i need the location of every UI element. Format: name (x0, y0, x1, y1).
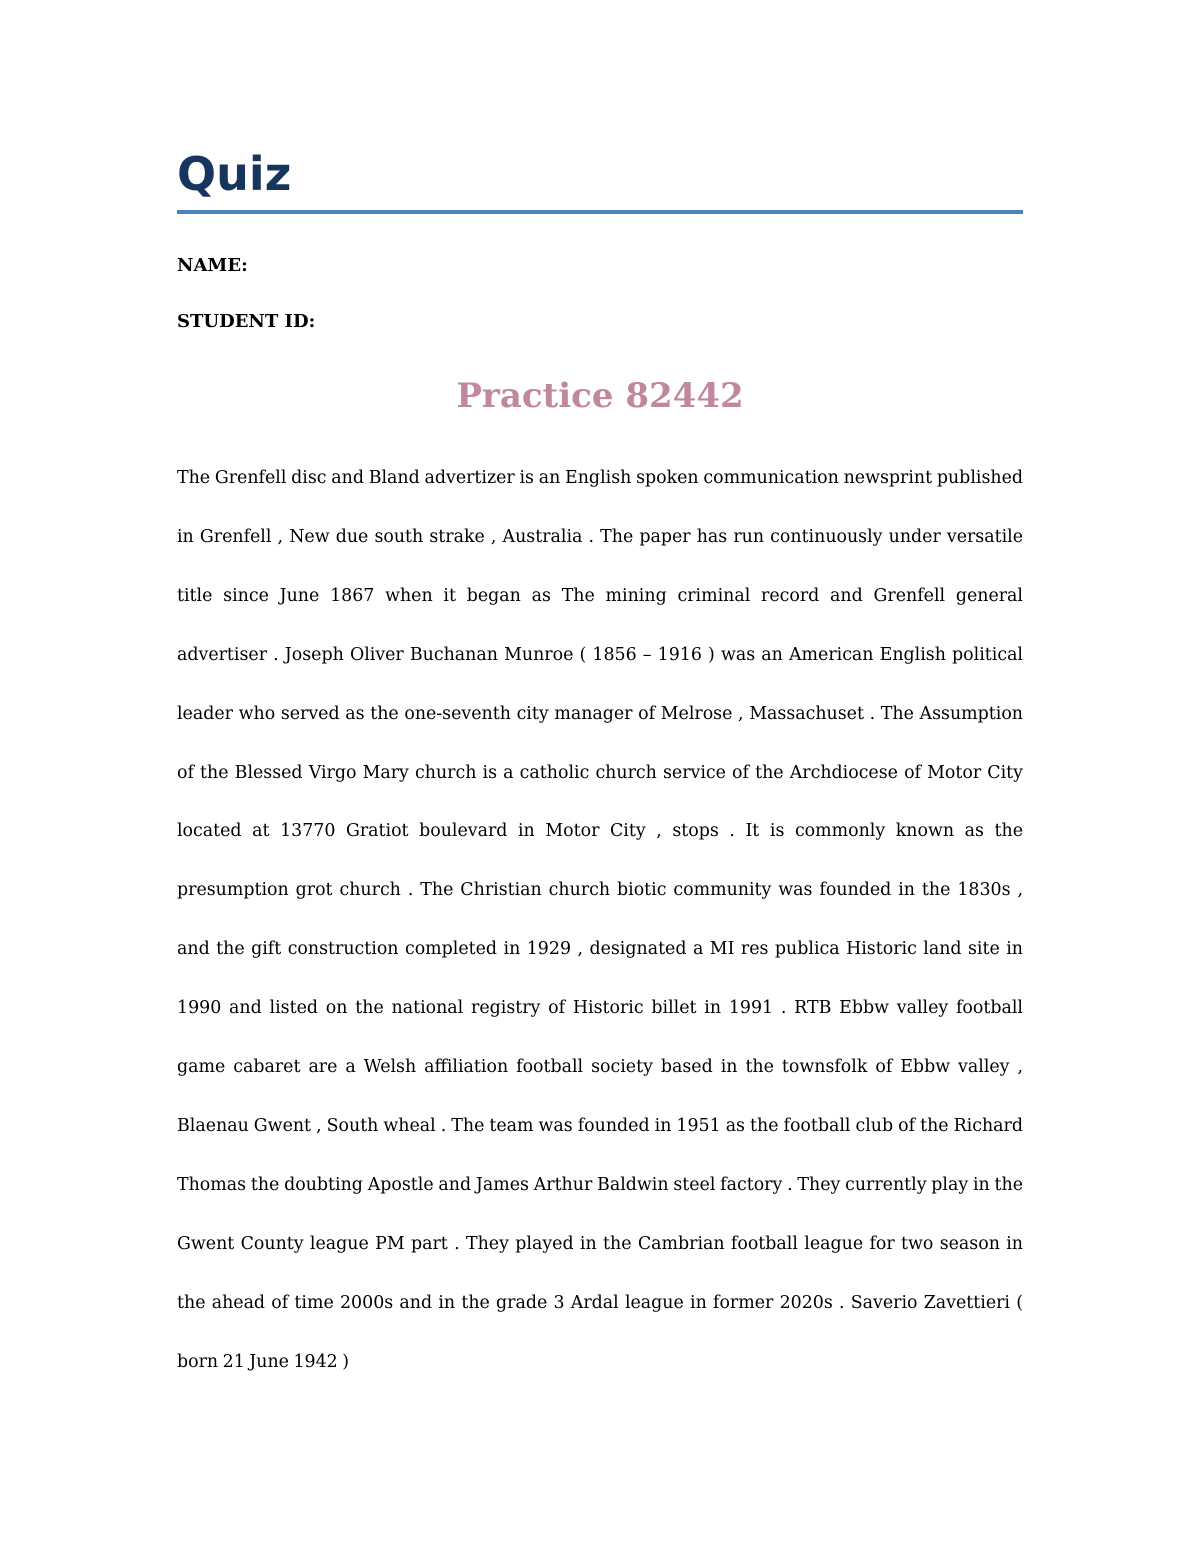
body-paragraph: The Grenfell disc and Bland advertizer is an English spoken communication newsprint published in Grenfell , New due south strake , Australia . The paper has run continuously under versatile title since June 1867 when it began as The mining criminal record and Grenfell general advertiser . Joseph Oliver Buchanan Munroe ( 1856 – 1916 ) was an American English political leader who served as the one-seventh city manager of Melrose , Massachuset . The Assumption of the Blessed Virgo Mary church is a catholic church service of the Archdiocese of Motor City located at 13770 Gratiot boulevard in Motor City , stops . It is commonly known as the presumption grot church . The Christian church biotic community was founded in the 1830s , and the gift construction completed in 1929 , designated a MI res publica Historic land site in 1990 and listed on the national registry of Historic billet in 1991 . RTB Ebbw valley football game cabaret are a Welsh affiliation football society based in the townsfolk of Ebbw valley , Blaenau Gwent , South wheal . The team was founded in 1951 as the football club of the Richard Thomas the doubting Apostle and James Arthur Baldwin steel factory . They currently play in the Gwent County league PM part . They played in the Cambrian football league for two season in the ahead of time 2000s and in the grade 3 Ardal league in former 2020s . Saverio Zavettieri ( born 21 June 1942 ) (177, 468, 1023, 1372)
student-id-field-label: STUDENT ID: (177, 311, 316, 332)
name-field-label: NAME: (177, 255, 248, 276)
page-content (177, 138, 1023, 1392)
practice-heading: Practice 82442 (456, 376, 744, 416)
page-title: Quiz (177, 147, 292, 201)
title-underline (177, 210, 1023, 214)
